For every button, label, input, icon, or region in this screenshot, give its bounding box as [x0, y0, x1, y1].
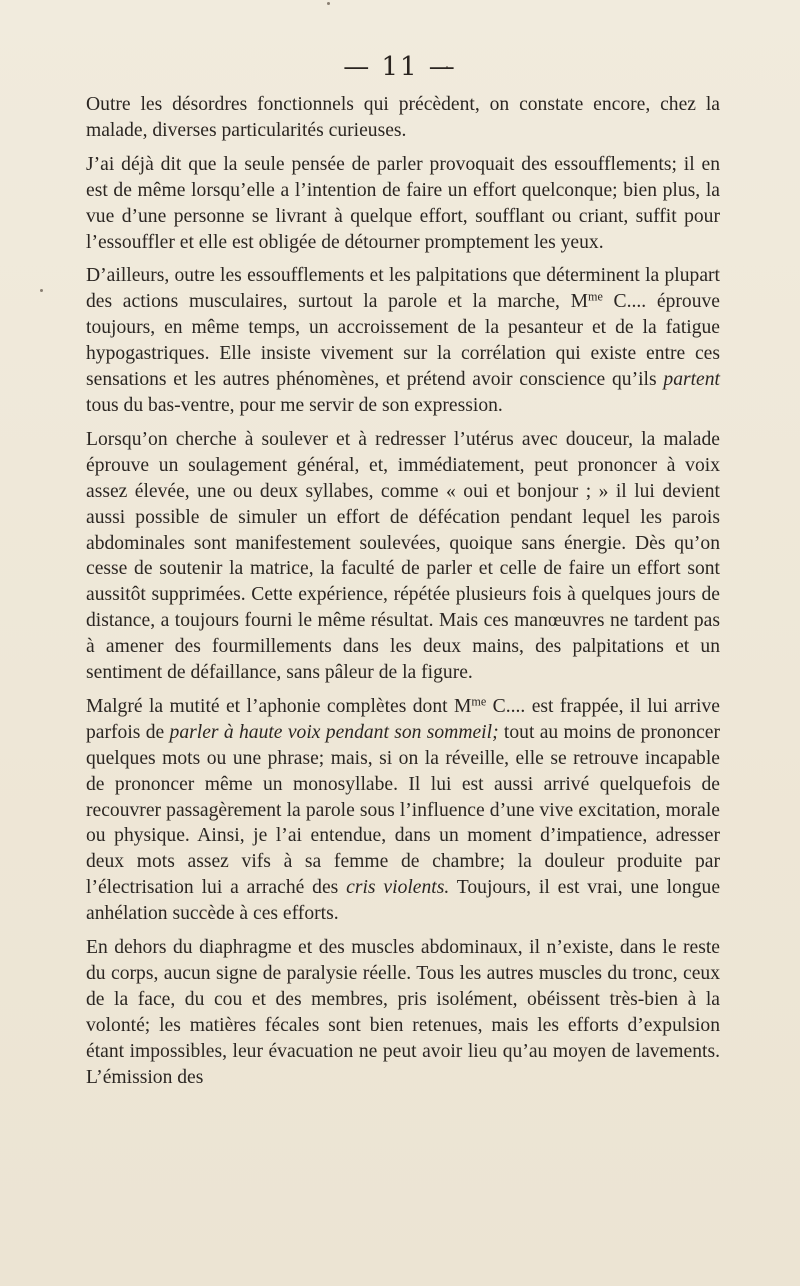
paragraph-p5 [86, 694, 720, 927]
paragraph-p6 [86, 935, 720, 1090]
page-number: — 11 — [343, 52, 457, 82]
superscript-text: me [471, 694, 487, 709]
paragraph-p4 [86, 427, 720, 686]
text-run: tous du bas-ventre, pour me servir de son expression. [86, 394, 503, 416]
paper-speck [327, 2, 330, 5]
paragraph-p3 [86, 263, 720, 418]
text-run: C.... est frappée, il lui arrive parfois de [86, 695, 720, 743]
body-text [86, 92, 720, 1099]
text-run: En dehors du diaphragme et des muscles abdominaux, il n’existe, dans le reste du corps, aucun signe de paralysie réelle. Tous les autres muscles du tronc, ceux de la face, du cou et des membres, pris isolément, obéissent très-bien à la volonté; les matières fécales sont bien retenues, mais les efforts d’expulsion étant impossibles, leur évacuation ne peut avoir lieu qu’au moyen de lavements. L’émission des [86, 937, 720, 1088]
text-run: Malgré la mutité et l’aphonie complètes dont M [86, 695, 472, 717]
text-run: tout au moins de prononcer quelques mots ou une phrase; mais, si on la réveille, elle se retrouve incapable de prononcer même un monosyllabe. Il lui est aussi arrivé quelquefois de recouvrer passagèrement la parole sous l’influence d’une vive excitation, morale ou physique. Ainsi, je l’ai entendue, dans un moment d’impatience, adresser deux mots assez vifs à sa femme de chambre; la douleur produite par l’électrisation lui a arraché des [86, 721, 720, 899]
text-run: Outre les désordres fonctionnels qui précèdent, on constate encore, chez la malade, diverses particularités curieuses. [86, 94, 720, 141]
italic-text: partent [663, 369, 720, 391]
italic-text: cris violents. [346, 877, 450, 899]
text-run: Toujours, il est vrai, une longue anhélation succède à ces efforts. [86, 877, 721, 925]
paper-speck [40, 289, 43, 292]
paragraph-p2 [86, 152, 720, 256]
text-run: J’ai déjà dit que la seule pensée de parler provoquait des essoufflements; il en est de même lorsqu’elle a l’intention de faire un effort quelconque; bien plus, la vue d’une personne se livrant à quelque effort, soufflant ou criant, suffit pour l’essouffler et elle est obligée de détourner promptement les yeux. [86, 153, 720, 253]
italic-text: parler à haute voix pendant son sommeil; [169, 721, 499, 743]
text-run: Lorsqu’on cherche à soulever et à redresser l’utérus avec douceur, la malade éprouve un soulagement général, et, immédiatement, peut prononcer à voix assez élevée, une ou deux syllabes, comme « oui et bonjour ; » il lui devient aussi possible de simuler un effort de défécation pendant lequel les parois abdominales sont manifestement soulevées, quoique sans énergie. Dès qu’on cesse de soutenir la matrice, la faculté de parler et celle de faire un effort sont aussitôt supprimées. Cette expérience, répétée plusieurs fois à quelques jours de distance, a toujours fourni le même résultat. Mais ces manœuvres ne tardent pas à amener des fourmillements dans les deux mains, des palpitations et un sentiment de défaillance, sans pâleur de la figure. [86, 428, 720, 684]
text-run: D’ailleurs, outre les essoufflements et les palpitations que déterminent la plupart des actions musculaires, surtout la parole et la marche, M [86, 265, 720, 313]
superscript-text: me [588, 289, 603, 304]
text-run: C.... éprouve toujours, en même temps, un accroissement de la pesanteur et de la fatigue hypogastriques. Elle insiste vivement sur la corrélation qui existe entre ces sensations et les autres phénomènes, et prétend avoir conscience qu’ils [86, 291, 720, 391]
paragraph-p1 [86, 92, 720, 144]
